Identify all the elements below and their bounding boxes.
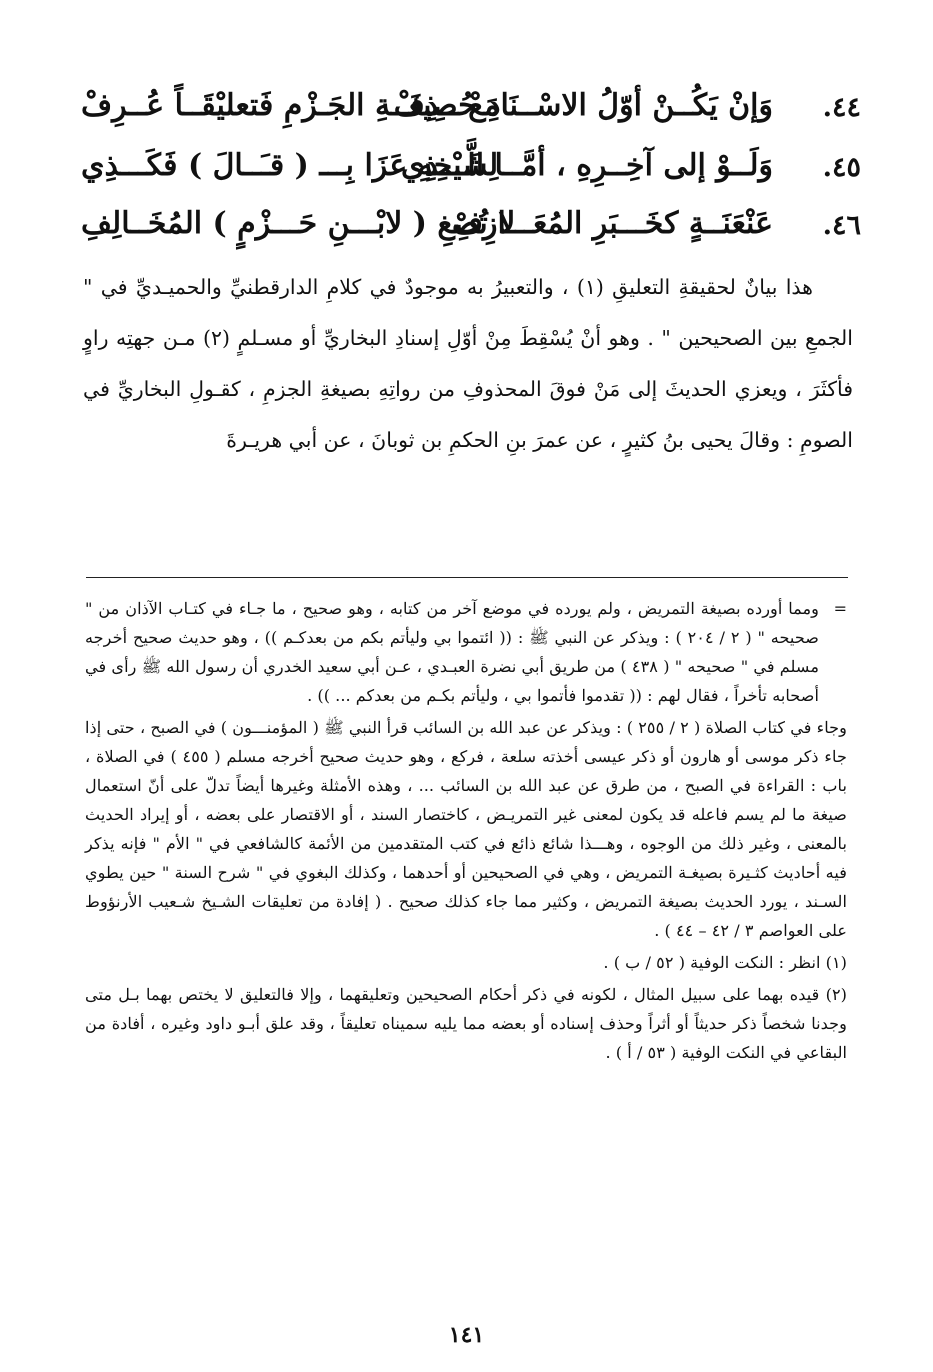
commentary-text (83, 262, 853, 466)
verse-second-hemistich: لا تُصْغِ ( لابْـــنِ حَـــزْمٍ ) المُخَــالِفِ (81, 206, 516, 241)
footnote-continuation-2: وجاء في كتاب الصلاة ( ٢ / ٢٥٥ ) : ويذكر عن عبد الله بن السائب قرأ النبي ﷺ ( المؤمنـــون ) في الصبح ، حتى إذا جاء ذكر موسى أو هارون أو ذكر عيسى أخذته سلعة ، فركع ، وهو حديث صحيح أخرجه مسلم ( ٤٥٥ ) في الصلاة ، باب : القراءة في الصبح ، من طرق عن عبد الله بن السائب ... ، وهذه الأمثلة وغيرها أيضاً تدلّ على أنّ استعمال صيغة ما لم يسم فاعله قد يكون لمعنى غير التمريـض ، كاختصار السند ، أو الاقتصار على بعضه ، أو إيراد الحديث بالمعنى ، وغير ذلك من الوجوه ، وهـــذا شائع ذائع في كتب المتقدمين من الأئمة كالشافعي في " الأم " فإنه يذكر فيه أحاديث كثـيرة بصيغـة التمريض ، وهي في الصحيحين أو أحدهما ، وكذلك البغوي في " شرح السنة " حين يطوي السـند ، يورد الحديث بصيغة التمريض ، وكثير مما جاء كذلك صحيح . ( إفادة من تعليقات الشـيخ شـعيب الأرنؤوط على العواصم ٣ / ٤٢ – ٤٤ ) . (85, 718, 847, 940)
verse-first-hemistich: وَلَــوْ إلى آخِــرِهِ ، أمَّــا الَّـــذِي (400, 148, 773, 183)
verse-46 (81, 204, 861, 260)
verse-number: ٤٤. (822, 92, 861, 123)
verse-44 (81, 86, 861, 142)
commentary-paragraph: هذا بيانٌ لحقيقةِ التعليقِ (١) ، والتعبيرُ به موجودٌ في كلامِ الدارقطنيِّ والحميـديِّ في " الجمعِ بين الصحيحين " . وهو أنْ يُسْقِطَ مِنْ أوّلِ إسنادِ البخاريِّ أو مسـلمٍ (٢) مـن جهتِه راوٍ فأكثَرَ ، ويعزي الحديثَ إلى مَنْ فوقَ المحذوفِ من رواتِهِ بصيغةِ الجزمِ ، كقـولِ البخاريِّ في الصومِ : وقالَ يحيى بنُ كثيرٍ ، عن عمرَ بنِ الحكمِ بن ثوبانَ ، عن أبي هريـرةَ (83, 275, 853, 452)
verse-second-hemistich: لِشَيْخِهِ عَزَا بِـــ ( قـَــالَ ) فَكَـــذِي (81, 148, 499, 183)
footnote-2: (٢) قيده بهما على سبيل المثال ، لكونه في ذكر أحكام الصحيحين وتعليقهما ، وإلا فالتعليق لا يختص بهما بـل متى وجدنا شخصاً ذكر حديثاً أو أثراً وحذف إسناده أو بعضه مما يليه سميناه تعليقاً ، وقد علق أبـو داود وغيره ، أفادة من البقاعي في النكت الوفية ( ٥٣ / أ ) . (85, 985, 847, 1062)
verse-first-hemistich: عَنْعَنَــةٍ كخَـــبَرِ المُعَـــازِفِ (451, 206, 773, 241)
verse-second-hemistich: مَعْ صِيغَــةِ الجَـزْمِ فَتعليْقَــاً عُــرِفْ (81, 88, 501, 123)
verse-first-hemistich: وَإنْ يَكُــنْ أوّلُ الاسْــنَادِ حُــذِفْ (393, 88, 773, 123)
page-number: ١٤١ (448, 1322, 485, 1348)
footnote-1: (١) انظر : النكت الوفية ( ٥٢ / ب ) . (603, 953, 847, 972)
verse-number: ٤٦. (822, 210, 861, 241)
continuation-mark: = (833, 599, 847, 618)
footnote-separator (86, 577, 848, 578)
footnotes (85, 594, 847, 1070)
verse-45 (81, 146, 861, 202)
footnote-continuation-1: ومما أورده بصيغة التمريض ، ولم يورده في موضع آخر من كتابه ، وهو صحيح ، ما جـاء في كتـاب الآذان من " صحيحه " ( ٢ / ٢٠٤ ) : ويذكر عن النبي ﷺ : (( ائتموا بي وليأتم بكم من بعدكـم )) ، وهو حديث صحيح أخرجه مسلم في " صحيحه " ( ٤٣٨ ) من طريق أبي نضرة العبـدي ، عـن أبي سعيد الخدري أن رسول الله ﷺ رأى في أصحابه تأخراً ، فقال لهم : (( تقدموا فأتموا بي ، وليأتم بكـم من بعدكم ... )) . (85, 599, 820, 705)
verse-number: ٤٥. (822, 152, 861, 183)
